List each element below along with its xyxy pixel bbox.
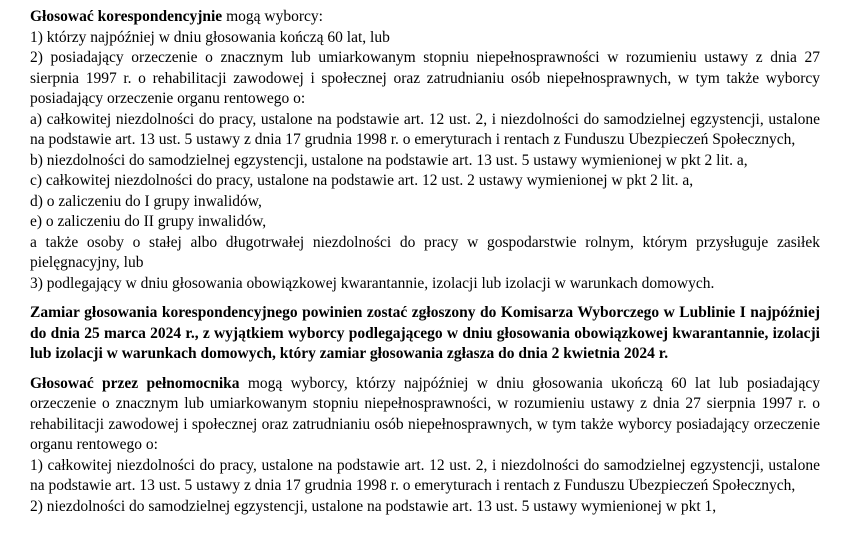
para-item-1 — [30, 28, 820, 49]
para-item-2 — [30, 48, 820, 110]
para-deadline-notice — [30, 303, 820, 365]
para-item-1-text: 1) którzy najpóźniej w dniu głosowania kończą 60 lat, lub — [30, 28, 390, 46]
para-correspondence-heading-text: mogą wyborcy: — [222, 8, 323, 25]
para-item-2a-text: a) całkowitej niezdolności do pracy, ustalone na podstawie art. 12 ust. 2, i niezdolności do samodzielnej egzystencji, ustalone na podstawie art. 13 ust. 5 ustawy z dnia 17 grudnia 1998 r. o emeryturach i rentach z Funduszu Ubezpieczeń Społecznych, — [30, 110, 820, 148]
para-item-2d-text: d) o zaliczeniu do I grupy inwalidów, — [30, 192, 262, 210]
para-item-3 — [30, 274, 820, 295]
para-deadline-notice-text: Zamiar głosowania korespondencyjnego powinien zostać zgłoszony do Komisarza Wyborczego w Lublinie I najpóźniej do dnia 25 marca 2024 r., z wyjątkiem wyborcy podlegającego w dniu głosowania obowiązkowej kwarantannie, izolacji lub izolacji w warunkach domowych, który zamiar głosowania zgłasza do dnia 2 kwietnia 2024 r. — [30, 304, 820, 362]
para-correspondence-heading — [30, 7, 820, 28]
para-item-2c-text: c) całkowitej niezdolności do pracy, ustalone na podstawie art. 12 ust. 2 ustawy wymienionej w pkt 2 lit. a, — [30, 172, 694, 189]
para-proxy-item-1 — [30, 456, 820, 497]
para-item-2b-text: b) niezdolności do samodzielnej egzystencji, ustalone na podstawie art. 13 ust. 5 ustawy wymienionej w pkt 2 lit. a, — [30, 151, 748, 169]
para-farmers-note — [30, 233, 820, 274]
para-correspondence-heading-lead: Głosować korespondencyjnie — [30, 8, 223, 25]
para-proxy-heading — [30, 374, 820, 456]
para-proxy-item-2-text: 2) niezdolności do samodzielnej egzystencji, ustalone na podstawie art. 13 ust. 5 ustawy wymienionej w pkt 1, — [30, 497, 717, 515]
para-item-2c — [30, 171, 820, 192]
para-farmers-note-text: a także osoby o stałej albo długotrwałej niezdolności do pracy w gospodarstwie rolnym, którym przysługuje zasiłek pielęgnacyjny, lub — [30, 233, 820, 271]
para-item-2b — [30, 151, 820, 172]
para-proxy-item-1-text: 1) całkowitej niezdolności do pracy, ustalone na podstawie art. 12 ust. 2, i niezdolności do samodzielnej egzystencji, ustalone na podstawie art. 13 ust. 5 ustawy z dnia 17 grudnia 1998 r. o emeryturach i rentach z Funduszu Ubezpieczeń Społecznych, — [30, 456, 820, 494]
para-item-2a — [30, 110, 820, 151]
para-item-3-text: 3) podlegający w dniu głosowania obowiązkowej kwarantannie, izolacji lub izolacji w warunkach domowych. — [30, 274, 715, 292]
para-proxy-heading-lead: Głosować przez pełnomocnika — [30, 374, 240, 392]
para-item-2e — [30, 212, 820, 233]
para-item-2-text: 2) posiadający orzeczenie o znacznym lub umiarkowanym stopniu niepełnosprawności w rozumieniu ustawy z dnia 27 sierpnia 1997 r. o rehabilitacji zawodowej i społecznej oraz zatrudnianiu osób niepełnosprawnych, w tym także wyborcy posiadający orzeczenie organu rentowego o: — [30, 49, 820, 107]
para-item-2e-text: e) o zaliczeniu do II grupy inwalidów, — [30, 213, 267, 230]
para-proxy-heading-text: mogą wyborcy, którzy najpóźniej w dniu głosowania ukończą 60 lat lub posiadający orzeczenie o znacznym lub umiarkowanym stopniu niepełnosprawności, w rozumieniu ustawy z dnia 27 sierpnia 1997 r. o rehabilitacji zawodowej i społecznej oraz zatrudnianiu osób niepełnosprawnych, w tym także wyborcy posiadający orzeczenie organu rentowego o: — [30, 374, 820, 453]
para-proxy-item-2 — [30, 497, 820, 518]
para-item-2d — [30, 192, 820, 213]
